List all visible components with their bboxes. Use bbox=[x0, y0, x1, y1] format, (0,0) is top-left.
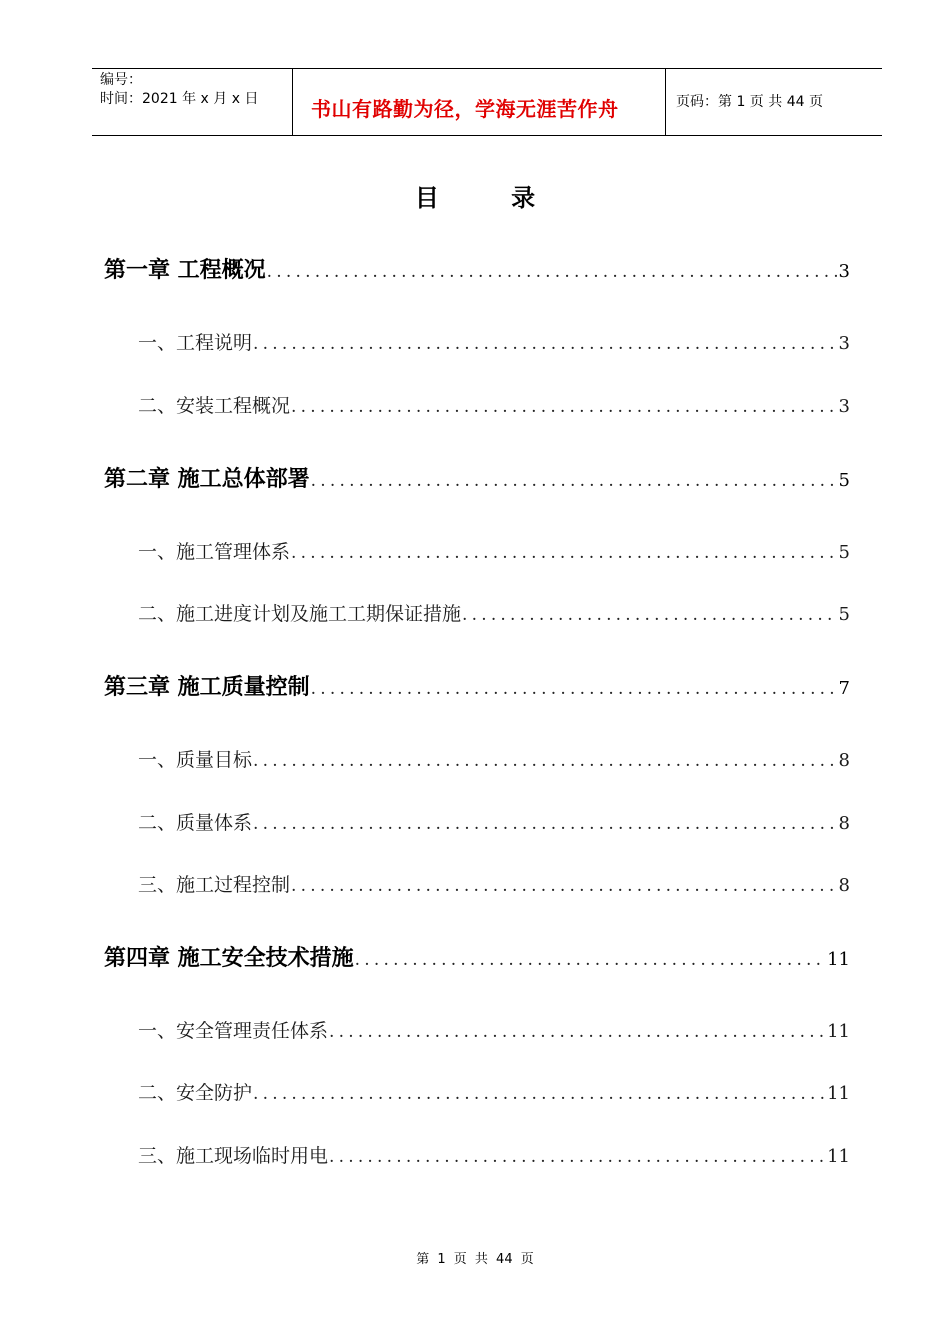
toc-section-3-3[interactable] bbox=[138, 870, 850, 897]
toc-page-number: 5 bbox=[838, 604, 850, 625]
toc-entry-label: 第二章 施工总体部署 bbox=[104, 467, 310, 492]
toc-entry-label: 第三章 施工质量控制 bbox=[104, 675, 310, 700]
toc-title: 目 录 bbox=[414, 184, 568, 212]
toc-entry-label: 三、施工现场临时用电 bbox=[138, 1145, 329, 1167]
dot-leader bbox=[328, 1022, 825, 1042]
toc-section-4-2[interactable] bbox=[138, 1078, 850, 1105]
toc-entry-label: 三、施工过程控制 bbox=[138, 874, 291, 896]
toc-entry-label: 二、安装工程概况 bbox=[138, 395, 291, 417]
toc-page-number: 5 bbox=[838, 542, 850, 563]
page-code-label: 页码：第 1 页 共 44 页 bbox=[676, 94, 823, 110]
toc-page-number: 3 bbox=[838, 261, 850, 282]
dot-leader bbox=[266, 262, 837, 282]
toc-page-number: 11 bbox=[827, 1021, 850, 1042]
toc-chapter-3[interactable] bbox=[104, 670, 850, 701]
dot-leader bbox=[328, 1147, 825, 1167]
dot-leader bbox=[310, 679, 837, 699]
toc-entry-label: 一、质量目标 bbox=[138, 749, 253, 771]
toc-section-1-1[interactable] bbox=[138, 328, 850, 355]
time-label: 时间：2021 年 x 月 x 日 bbox=[100, 91, 259, 107]
toc-page-number: 8 bbox=[838, 750, 850, 771]
document-header bbox=[92, 68, 882, 136]
toc-entry-label: 二、安全防护 bbox=[138, 1082, 253, 1104]
dot-leader bbox=[252, 751, 837, 771]
toc-page-number: 8 bbox=[838, 813, 850, 834]
toc-entry-label: 一、安全管理责任体系 bbox=[138, 1020, 329, 1042]
toc-section-1-2[interactable] bbox=[138, 391, 850, 418]
toc-chapter-4[interactable] bbox=[104, 941, 850, 972]
toc-page-number: 7 bbox=[838, 678, 850, 699]
toc-section-4-1[interactable] bbox=[138, 1016, 850, 1043]
toc-section-2-2[interactable] bbox=[138, 599, 850, 626]
dot-leader bbox=[252, 334, 837, 354]
header-page-cell bbox=[666, 69, 882, 135]
toc-section-3-1[interactable] bbox=[138, 745, 850, 772]
toc-page-number: 11 bbox=[827, 1146, 850, 1167]
dot-leader bbox=[461, 605, 837, 625]
dot-leader bbox=[290, 876, 837, 896]
toc-section-2-1[interactable] bbox=[138, 537, 850, 564]
toc-page-number: 11 bbox=[827, 949, 850, 970]
serial-number-label: 编号： bbox=[100, 72, 142, 88]
page-footer: 第 1 页 共 44 页 bbox=[416, 1252, 534, 1267]
toc-section-3-2[interactable] bbox=[138, 808, 850, 835]
toc-entry-label: 一、施工管理体系 bbox=[138, 541, 291, 563]
dot-leader bbox=[290, 397, 837, 417]
dot-leader bbox=[252, 1084, 825, 1104]
toc-entry-label: 二、质量体系 bbox=[138, 812, 253, 834]
toc-entry-label: 第一章 工程概况 bbox=[104, 258, 266, 283]
dot-leader bbox=[252, 814, 837, 834]
toc-page-number: 3 bbox=[838, 333, 850, 354]
header-motto-cell bbox=[293, 69, 666, 135]
motto-text: 书山有路勤为径，学海无涯苦作舟 bbox=[311, 97, 619, 121]
toc-section-4-3[interactable] bbox=[138, 1141, 850, 1168]
toc-page-number: 3 bbox=[838, 396, 850, 417]
toc-page-number: 8 bbox=[838, 875, 850, 896]
toc-page-number: 11 bbox=[827, 1083, 850, 1104]
dot-leader bbox=[354, 950, 825, 970]
header-info-cell bbox=[92, 69, 293, 135]
toc-chapter-2[interactable] bbox=[104, 462, 850, 493]
toc-entry-label: 一、工程说明 bbox=[138, 332, 253, 354]
toc-page-number: 5 bbox=[838, 470, 850, 491]
toc-chapter-1[interactable] bbox=[104, 253, 850, 284]
toc-entry-label: 二、施工进度计划及施工工期保证措施 bbox=[138, 603, 462, 625]
toc-entry-label: 第四章 施工安全技术措施 bbox=[104, 946, 354, 971]
dot-leader bbox=[310, 471, 837, 491]
dot-leader bbox=[290, 543, 837, 563]
